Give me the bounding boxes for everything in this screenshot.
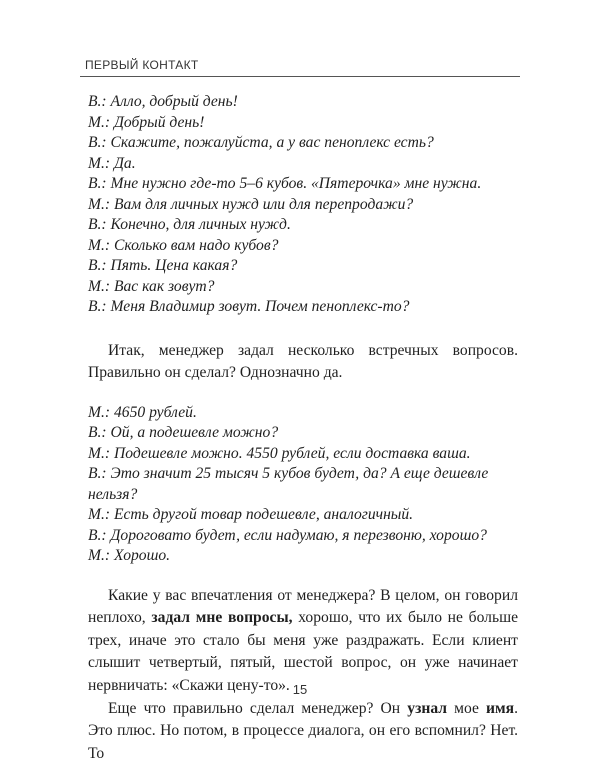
paragraph <box>88 585 518 698</box>
dialog-line: М.: 4650 рублей. <box>88 403 197 421</box>
text-run: хорошо, что их было не больше трех, иначе это стало бы меня уже раздражать. Если клиент слышит четвертый, пятый, шестой вопрос, он уже начинает нервничать: «Скажи цену-то». <box>88 609 518 695</box>
dialog-line: В.: Дороговато будет, если надумаю, я перезвоню, хорошо? <box>88 526 487 544</box>
dialog-line: М.: Вас как зовут? <box>88 277 215 295</box>
dialog-line: М.: Да. <box>88 154 136 172</box>
page-number: 15 <box>292 682 308 697</box>
dialog-line: В.: Конечно, для личных нужд. <box>88 216 291 233</box>
text-run: Еще что правильно сделал менеджер? Он <box>108 699 408 717</box>
text-run: . Это плюс. Но потом, в процессе диалога, он его вспомнил? Нет. То <box>88 699 518 762</box>
bold-run: узнал <box>407 699 448 717</box>
bold-run: задал мне вопросы, <box>151 609 293 627</box>
dialog-line: В.: Это значит 25 тысяч 5 кубов будет, да? А еще дешевле нельзя? <box>88 465 489 503</box>
text-run: Какие у вас впечатления от менеджера? В целом, он говорил неплохо, <box>88 586 518 627</box>
text-run: мое <box>447 699 487 717</box>
dialog-line: В.: Меня Владимир зовут. Почем пеноплекс-то? <box>88 298 410 315</box>
dialog-line: В.: Ой, а подешевле можно? <box>88 424 279 442</box>
dialog-line: М.: Вам для личных нужд или для перепродажи? <box>88 195 414 213</box>
running-header: ПЕРВЫЙ КОНТАКТ <box>85 58 199 72</box>
dialog-block-1 <box>88 92 518 318</box>
dialog-line: М.: Есть другой товар подешевле, аналогичный. <box>88 506 414 524</box>
dialog-line: М.: Добрый день! <box>88 113 205 131</box>
dialog-line: В.: Скажите, пожалуйста, а у вас пеноплекс есть? <box>88 134 434 151</box>
dialog-line: М.: Подешевле можно. 4550 рублей, если доставка ваша. <box>88 444 471 462</box>
bold-run: имя <box>486 699 515 717</box>
dialog-line: В.: Мне нужно где-то 5–6 кубов. «Пятерочка» мне нужна. <box>88 175 482 192</box>
dialog-line: М.: Сколько вам надо кубов? <box>88 236 279 254</box>
dialog-line: М.: Хорошо. <box>88 547 171 565</box>
dialog-line: В.: Пять. Цена какая? <box>88 257 238 274</box>
dialog-block-2 <box>88 403 518 567</box>
header-rule <box>80 76 520 77</box>
paragraph: Итак, менеджер задал несколько встречных вопросов. Правильно он сделал? Однозначно да. <box>88 341 518 382</box>
page-body <box>88 92 518 765</box>
dialog-line: В.: Алло, добрый день! <box>88 93 238 110</box>
paragraph <box>88 698 518 765</box>
